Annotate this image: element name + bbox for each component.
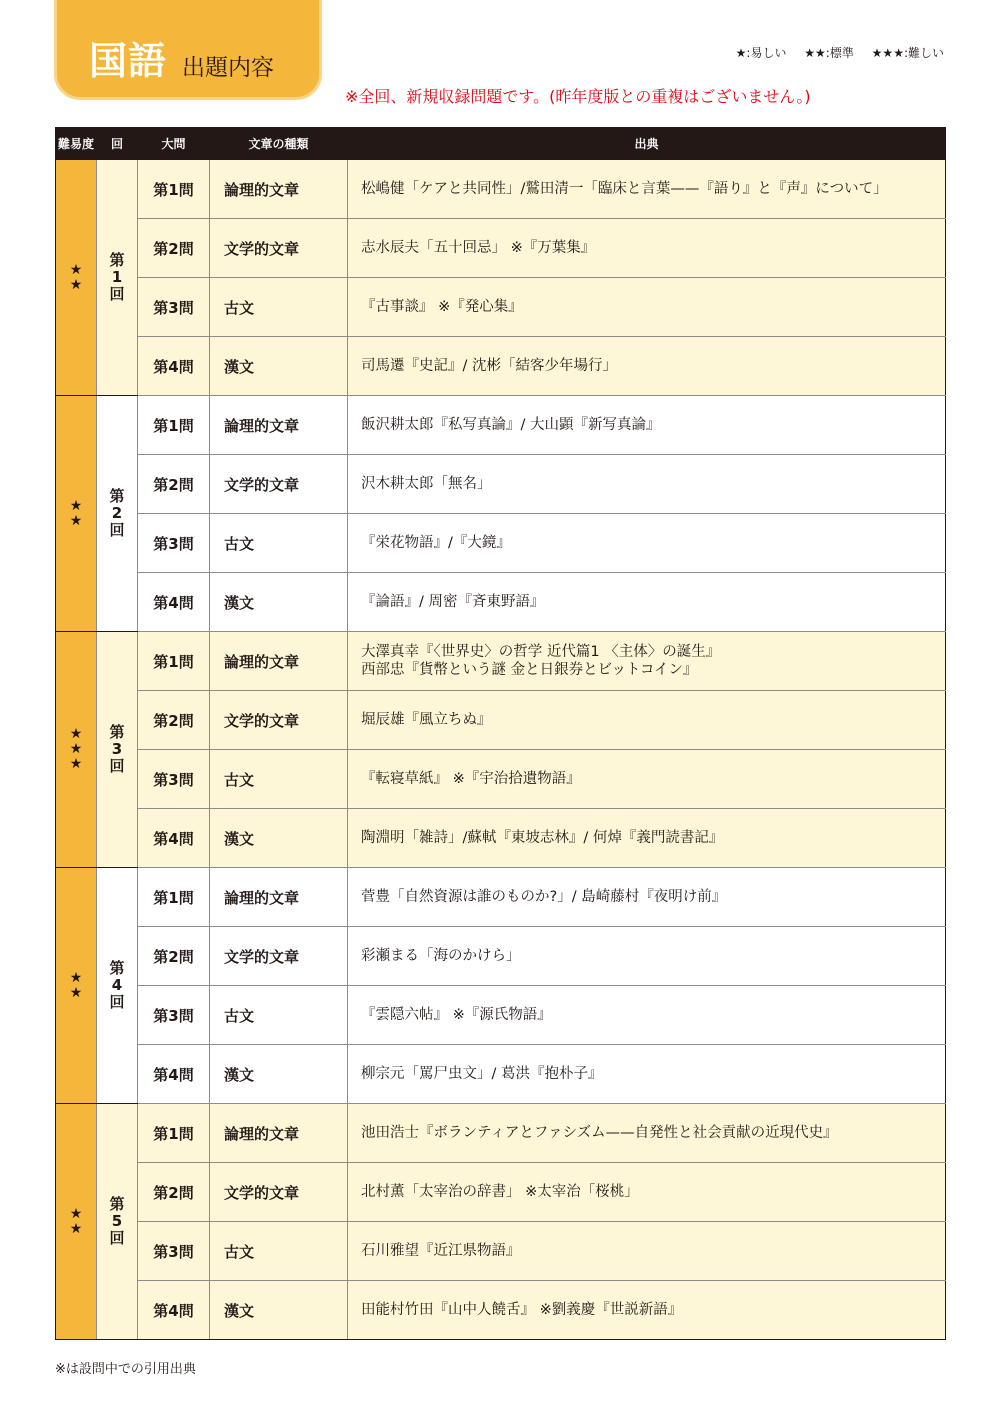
source-text: 彩瀬まる「海のかけら」 (361, 948, 521, 964)
text-type: 漢文 (210, 337, 348, 396)
legend-hard: ★★★:難しい (871, 46, 944, 60)
source-cell (348, 219, 946, 278)
table-row (56, 691, 946, 750)
round-label-char: 1 (111, 268, 123, 286)
text-type: 文学的文章 (210, 691, 348, 750)
source-cell (348, 632, 946, 691)
round-label-char: 第 (109, 959, 125, 977)
text-type: 論理的文章 (210, 632, 348, 691)
source-cell (348, 927, 946, 986)
round-group (56, 868, 946, 1104)
star-icon: ★ (69, 261, 83, 278)
source-cell (348, 809, 946, 868)
source-cell (348, 868, 946, 927)
star-icon: ★ (69, 726, 83, 742)
question-number: 第2問 (138, 927, 210, 986)
table-row (56, 927, 946, 986)
source-cell (348, 337, 946, 396)
source-text: 堀辰雄『風立ちぬ』 (361, 712, 492, 728)
round-label-char: 回 (109, 521, 125, 539)
table-row (56, 1163, 946, 1222)
col-header-text-type: 文章の種類 (210, 128, 348, 160)
text-type: 論理的文章 (210, 160, 348, 219)
difficulty-stars (56, 868, 97, 1104)
text-type: 漢文 (210, 573, 348, 632)
table-row (56, 1045, 946, 1104)
round-label (97, 1104, 138, 1340)
table-row (56, 573, 946, 632)
notice-text: ※全回、新規収録問題です。(昨年度版との重複はございません。) (345, 87, 811, 106)
source-text: 松嶋健「ケアと共同性」/鷲田清一「臨床と言葉——『語り』と『声』について」 (361, 181, 888, 197)
table-row (56, 337, 946, 396)
round-label-char: 回 (109, 285, 125, 303)
source-cell (348, 986, 946, 1045)
star-icon: ★ (69, 741, 83, 757)
star-icon: ★ (69, 969, 83, 986)
round-label (97, 396, 138, 632)
star-icon: ★ (69, 1220, 83, 1237)
question-number: 第3問 (138, 278, 210, 337)
question-number: 第1問 (138, 396, 210, 455)
subject-subtitle: 出題内容 (182, 55, 274, 81)
source-text: 『古事談』 ※『発心集』 (361, 299, 523, 315)
question-table (55, 127, 946, 1340)
table-row (56, 1104, 946, 1163)
text-type: 古文 (210, 514, 348, 573)
table-row (56, 455, 946, 514)
table-row (56, 632, 946, 691)
source-text: 『論語』/ 周密『斉東野語』 (361, 594, 545, 610)
source-cell (348, 160, 946, 219)
question-number: 第3問 (138, 750, 210, 809)
text-type: 古文 (210, 986, 348, 1045)
round-group (56, 396, 946, 632)
table-row (56, 160, 946, 219)
table-row (56, 750, 946, 809)
text-type: 漢文 (210, 1281, 348, 1340)
source-text: 池田浩士『ボランティアとファシズム——自発性と社会貢献の近現代史』 (361, 1125, 838, 1141)
text-type: 論理的文章 (210, 1104, 348, 1163)
source-text: 大澤真幸『〈世界史〉の哲学 近代篇1 〈主体〉の誕生』 (361, 644, 721, 660)
question-number: 第4問 (138, 337, 210, 396)
source-cell (348, 1104, 946, 1163)
round-label-char: 第 (109, 1195, 125, 1213)
table-row (56, 1281, 946, 1340)
star-icon: ★ (69, 756, 83, 772)
table-row (56, 868, 946, 927)
text-type: 漢文 (210, 1045, 348, 1104)
round-group (56, 160, 946, 396)
difficulty-stars (56, 396, 97, 632)
question-number: 第1問 (138, 1104, 210, 1163)
source-text: 菅豊「自然資源は誰のものか?」/ 島崎藤村『夜明け前』 (361, 889, 727, 905)
text-type: 古文 (210, 1222, 348, 1281)
table-row (56, 219, 946, 278)
text-type: 古文 (210, 278, 348, 337)
round-label-char: 回 (109, 757, 125, 775)
source-cell (348, 514, 946, 573)
round-label-char: 4 (111, 976, 123, 994)
question-number: 第2問 (138, 691, 210, 750)
question-number: 第4問 (138, 809, 210, 868)
round-group (56, 1104, 946, 1340)
question-number: 第4問 (138, 573, 210, 632)
source-text: 『転寝草紙』 ※『宇治拾遺物語』 (361, 771, 581, 787)
table-row (56, 1222, 946, 1281)
legend-easy: ★:易しい (735, 46, 787, 60)
text-type: 論理的文章 (210, 868, 348, 927)
source-text-secondary: 西部忠『貨幣という謎 金と日銀券とビットコイン』 (361, 662, 698, 678)
source-cell (348, 1045, 946, 1104)
difficulty-stars (56, 1104, 97, 1340)
source-cell (348, 573, 946, 632)
source-cell (348, 750, 946, 809)
col-header-source: 出典 (348, 128, 946, 160)
source-text: 田能村竹田『山中人饒舌』 ※劉義慶『世説新語』 (361, 1302, 683, 1318)
source-text: 陶淵明「雑詩」/蘇軾『東坡志林』/ 何焯『義門読書記』 (361, 830, 724, 846)
source-text: 『栄花物語』/『大鏡』 (361, 535, 511, 551)
round-label-char: 第 (109, 723, 125, 741)
source-cell (348, 278, 946, 337)
text-type: 漢文 (210, 809, 348, 868)
question-number: 第4問 (138, 1045, 210, 1104)
subject-title: 国語 (89, 39, 168, 83)
difficulty-stars (56, 632, 97, 868)
round-label-char: 第 (109, 487, 125, 505)
round-label-char: 2 (111, 504, 123, 522)
star-icon: ★ (69, 984, 83, 1001)
question-number: 第1問 (138, 160, 210, 219)
difficulty-stars (56, 160, 97, 396)
col-header-difficulty: 難易度 (56, 128, 97, 160)
source-text: 司馬遷『史記』/ 沈彬「結客少年場行」 (361, 358, 617, 374)
round-label-char: 回 (109, 1229, 125, 1247)
table-row (56, 809, 946, 868)
source-cell (348, 1222, 946, 1281)
question-number: 第3問 (138, 986, 210, 1045)
text-type: 文学的文章 (210, 927, 348, 986)
star-icon: ★ (69, 497, 83, 514)
source-cell (348, 396, 946, 455)
text-type: 文学的文章 (210, 1163, 348, 1222)
round-label-char: 5 (111, 1212, 123, 1230)
question-number: 第4問 (138, 1281, 210, 1340)
source-text: 飯沢耕太郎『私写真論』/ 大山顕『新写真論』 (361, 417, 661, 433)
source-text: 北村薫「太宰治の辞書」 ※太宰治「桜桃」 (361, 1184, 639, 1200)
question-number: 第2問 (138, 455, 210, 514)
table-row (56, 396, 946, 455)
table-row (56, 278, 946, 337)
question-number: 第2問 (138, 1163, 210, 1222)
source-cell (348, 691, 946, 750)
text-type: 論理的文章 (210, 396, 348, 455)
source-text: 志水辰夫「五十回忌」 ※『万葉集』 (361, 240, 596, 256)
question-number: 第3問 (138, 514, 210, 573)
round-label-char: 3 (111, 740, 123, 758)
round-label (97, 632, 138, 868)
source-cell (348, 1163, 946, 1222)
source-text: 石川雅望『近江県物語』 (361, 1243, 521, 1259)
round-label (97, 160, 138, 396)
star-icon: ★ (69, 1205, 83, 1222)
question-number: 第2問 (138, 219, 210, 278)
col-header-question: 大問 (138, 128, 210, 160)
star-icon: ★ (69, 276, 83, 293)
source-text: 『雲隠六帖』 ※『源氏物語』 (361, 1007, 552, 1023)
question-number: 第1問 (138, 632, 210, 691)
round-label-char: 回 (109, 993, 125, 1011)
difficulty-legend (600, 44, 944, 61)
source-cell (348, 1281, 946, 1340)
table-row (56, 514, 946, 573)
question-number: 第3問 (138, 1222, 210, 1281)
text-type: 文学的文章 (210, 455, 348, 514)
round-label (97, 868, 138, 1104)
footnote: ※は設問中での引用出典 (55, 1362, 196, 1377)
text-type: 文学的文章 (210, 219, 348, 278)
source-text: 沢木耕太郎「無名」 (361, 476, 492, 492)
round-group (56, 632, 946, 868)
star-icon: ★ (69, 512, 83, 529)
source-cell (348, 455, 946, 514)
legend-standard: ★★:標準 (804, 46, 854, 60)
source-text: 柳宗元「罵尸虫文」/ 葛洪『抱朴子』 (361, 1066, 603, 1082)
text-type: 古文 (210, 750, 348, 809)
table-row (56, 986, 946, 1045)
round-label-char: 第 (109, 251, 125, 269)
table-header-row (56, 128, 946, 160)
col-header-round: 回 (97, 128, 138, 160)
question-number: 第1問 (138, 868, 210, 927)
